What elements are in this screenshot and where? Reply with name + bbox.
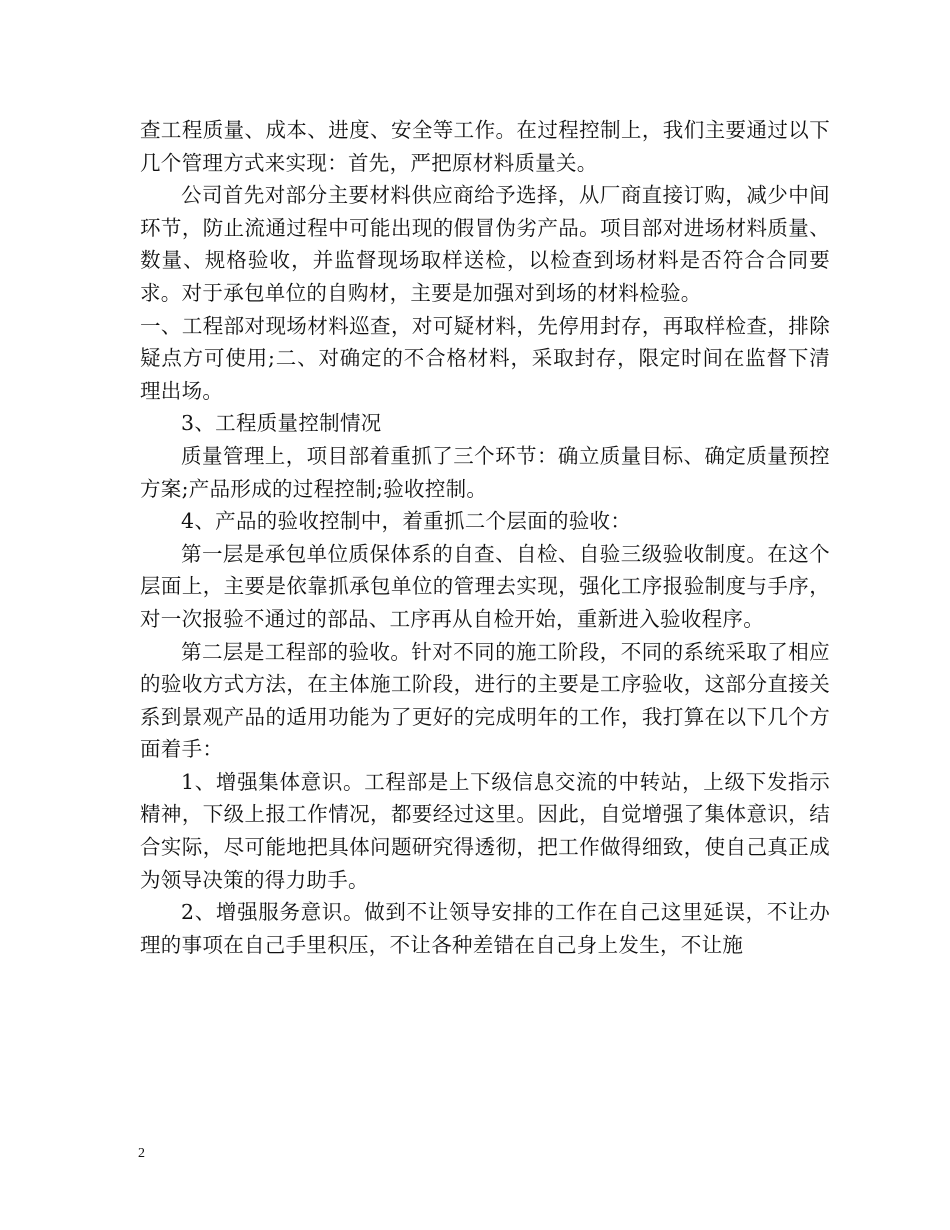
paragraph: 一、工程部对现场材料巡查，对可疑材料，先停用封存，再取样检查，排除疑点方可使用;二、对确定的不合格材料，采取封存，限定时间在监督下清理出场。 — [140, 313, 830, 403]
paragraph: 第二层是工程部的验收。针对不同的施工阶段，不同的系统采取了相应的验收方式方法，在主体施工阶段，进行的主要是工序验收，这部分直接关系到景观产品的适用功能为了更好的完成明年的工作，我打算在以下几个方面着手： — [140, 639, 830, 762]
section-heading: 4、产品的验收控制中，着重抓二个层面的验收： — [181, 509, 632, 534]
paragraph: 质量管理上，项目部着重抓了三个环节：确立质量目标、确定质量预控方案;产品形成的过程控制;验收控制。 — [140, 443, 830, 501]
page-number: 2 — [138, 1146, 145, 1161]
paragraph: 第一层是承包单位质保体系的自查、自检、自验三级验收制度。在这个层面上，主要是依靠抓承包单位的管理去实现，强化工序报验制度与手序，对一次报验不通过的部品、工序再从自检开始，重新进入验收程序。 — [140, 541, 830, 631]
paragraph: 2、增强服务意识。做到不让领导安排的工作在自己这里延误，不让办理的事项在自己手里积压，不让各种差错在自己身上发生，不让施 — [140, 900, 830, 957]
paragraph: 查工程质量、成本、进度、安全等工作。在过程控制上，我们主要通过以下几个管理方式来实现：首先，严把原材料质量关。 — [140, 118, 830, 175]
document-body — [140, 114, 830, 961]
paragraph: 1、增强集体意识。工程部是上下级信息交流的中转站，上级下发指示精神，下级上报工作情况，都要经过这里。因此，自觉增强了集体意识，结合实际，尽可能地把具体问题研究得透彻，把工作做得细致，使自己真正成为领导决策的得力助手。 — [140, 769, 830, 892]
section-heading: 3、工程质量控制情况 — [181, 411, 382, 436]
paragraph: 公司首先对部分主要材料供应商给予选择，从厂商直接订购，减少中间环节，防止流通过程中可能出现的假冒伪劣产品。项目部对进场材料质量、数量、规格验收，并监督现场取样送检，以检查到场材料是否符合合同要求。对于承包单位的自购材，主要是加强对到场的材料检验。 — [140, 183, 830, 305]
